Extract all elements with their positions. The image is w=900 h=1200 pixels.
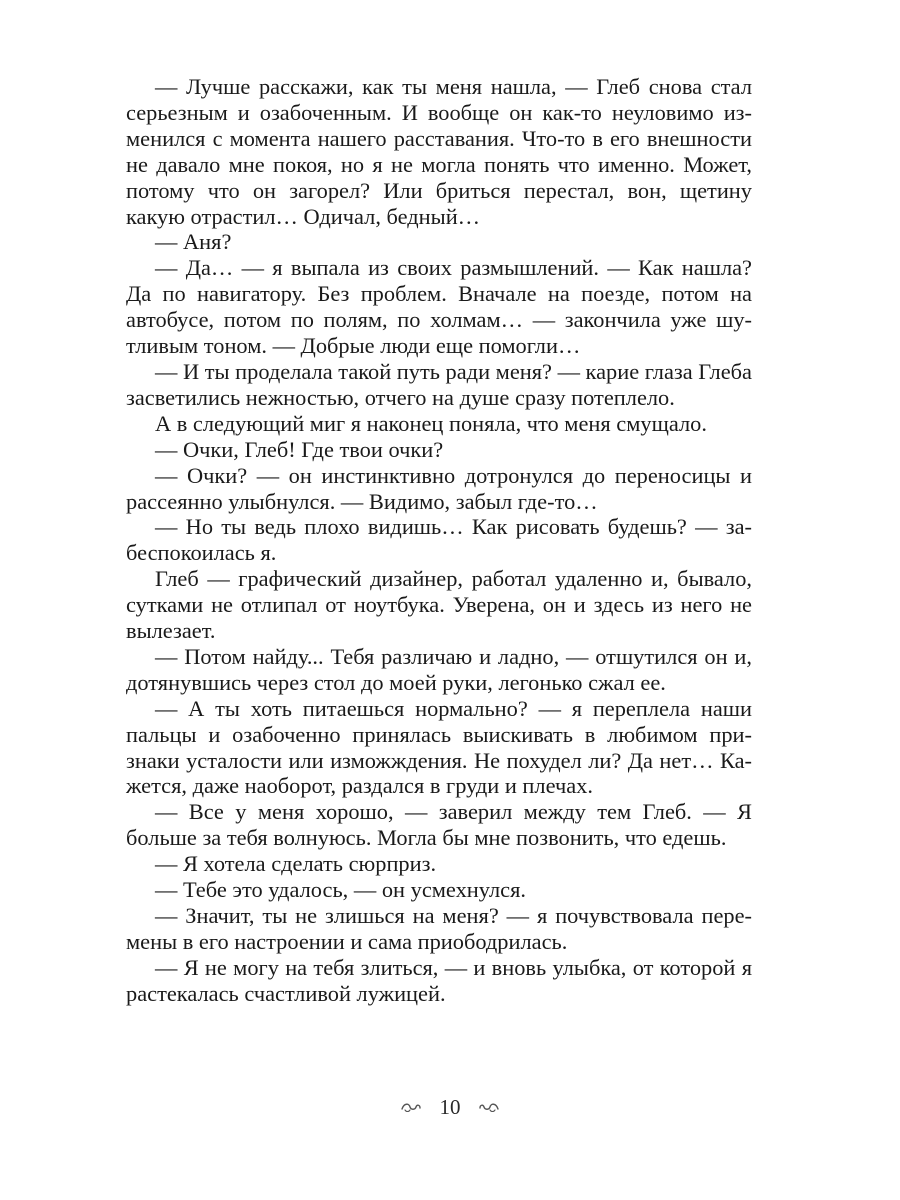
- paragraph: — Потом найду... Тебя различаю и ладно, — отшутился он и, дотянувшись через стол до моей руки, легонько сжал ее.: [126, 643, 752, 695]
- paragraph: — Все у меня хорошо, — заверил между тем Глеб. — Я больше за тебя волнуюсь. Могла бы мне позвонить, что едешь.: [126, 799, 752, 851]
- paragraph: — Но ты ведь плохо видишь… Как рисовать будешь? — забеспокоилась я.: [126, 514, 752, 566]
- paragraph: — И ты проделала такой путь ради меня? — карие глаза Глеба засветились нежностью, отчего на душе сразу потеплело.: [126, 358, 752, 410]
- paragraph: Глеб — графический дизайнер, работал удаленно и, бывало, сутками не отлипал от ноутбука. Уверена, он и здесь из него не вылезает.: [126, 566, 752, 644]
- paragraph: — Я не могу на тебя злиться, — и вновь улыбка, от которой я растекалась счастливой лужицей.: [126, 954, 752, 1006]
- body-text: [126, 74, 752, 1007]
- page-number: 10: [439, 1095, 461, 1120]
- paragraph: — Значит, ты не злишься на меня? — я почувствовала перемены в его настроении и сама приободрилась.: [126, 903, 752, 954]
- paragraph: — Я хотела сделать сюрприз.: [155, 851, 437, 877]
- page-folio: [0, 1092, 900, 1120]
- paragraph: — Да… — я выпала из своих размышлений. — Как нашла? Да по навигатору. Без проблем. Вначале на поезде, потом на автобусе, потом по полям, по холмам… — закончила уже шутливым тоном. — Добрые люди еще помогли…: [126, 255, 752, 359]
- paragraph: — Аня?: [155, 229, 232, 255]
- paragraph: А в следующий миг я наконец поняла, что меня смущало.: [155, 410, 707, 436]
- paragraph: — Лучше расскажи, как ты меня нашла, — Глеб снова стал серьезным и озабоченным. И вообще он как-то неуловимо изменился с момента нашего расставания. Что-то в его внешности не давало мне покоя, но я не могла понять что именно. Может, потому что он загорел? Или бриться перестал, вон, щетину какую отрастил… Одичал, бедный…: [126, 74, 752, 229]
- paragraph: — А ты хоть питаешься нормально? — я переплела наши пальцы и озабоченно принялась выискивать в любимом признаки усталости или изможждения. Не похудел ли? Да нет… Кажется, даже наоборот, раздался в груди и плечах.: [126, 695, 752, 799]
- fleuron-left-icon: [400, 1100, 422, 1114]
- fleuron-right-icon: [478, 1100, 500, 1114]
- paragraph: — Очки, Глеб! Где твои очки?: [155, 436, 444, 462]
- paragraph: — Тебе это удалось, — он усмехнулся.: [155, 877, 526, 903]
- paragraph: — Очки? — он инстинктивно дотронулся до переносицы и рассеянно улыбнулся. — Видимо, забыл где-то…: [126, 462, 752, 514]
